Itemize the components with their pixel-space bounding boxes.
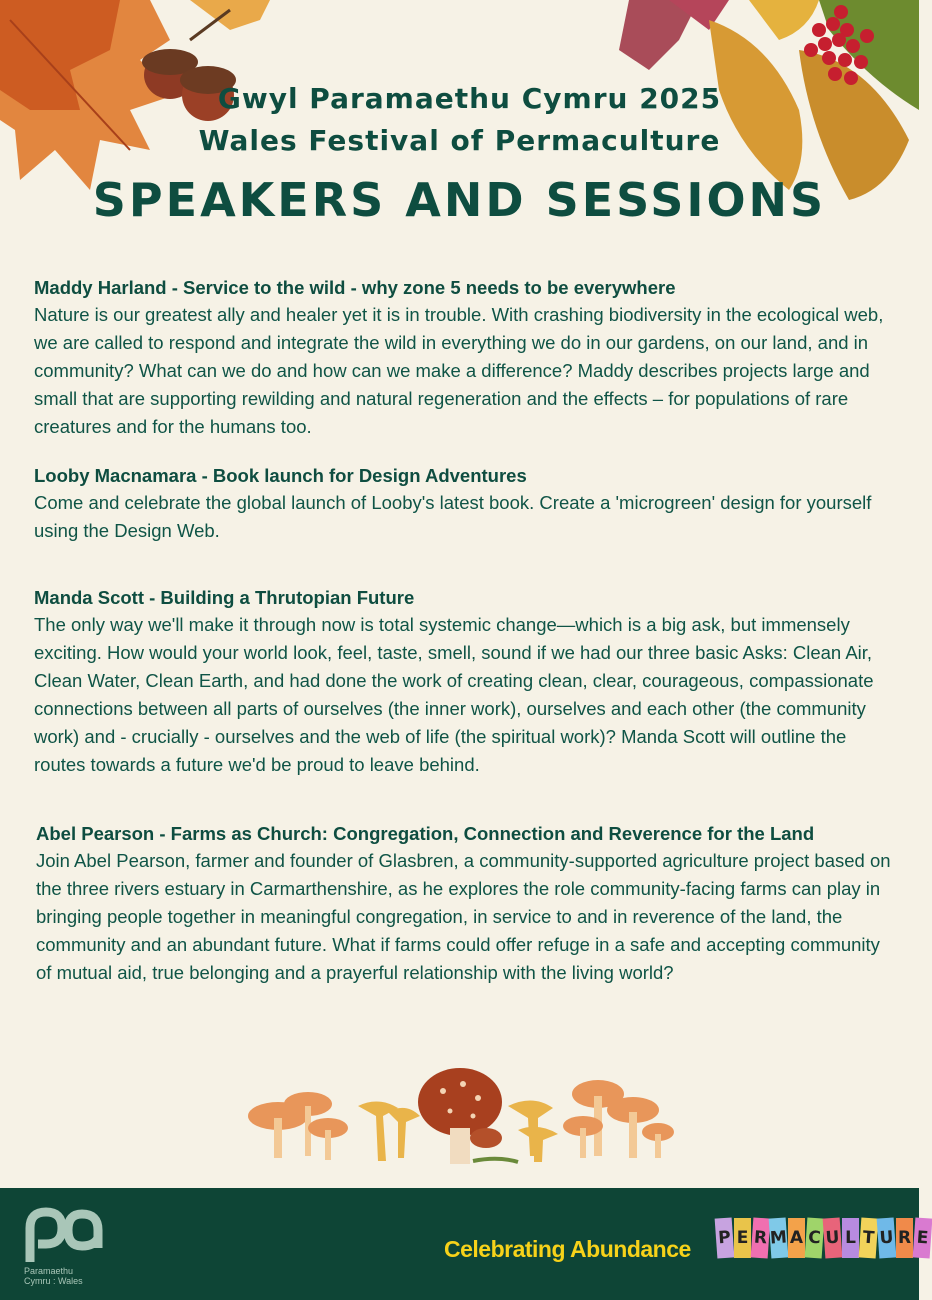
logo-line-2: Cymru : Wales	[24, 1276, 83, 1286]
session-item	[34, 275, 894, 441]
footer	[0, 1188, 929, 1300]
logo-line-1: Paramaethu	[24, 1266, 74, 1276]
session-title: Manda Scott - Building a Thrutopian Future	[34, 587, 415, 608]
tagline: Celebrating Abundance	[444, 1236, 691, 1262]
permaculture-letter: C	[805, 1217, 825, 1258]
session-item	[34, 585, 894, 779]
permaculture-letter: E	[734, 1218, 751, 1258]
session-title: Maddy Harland - Service to the wild - why zone 5 needs to be everywhere	[34, 277, 676, 298]
permaculture-letter: T	[859, 1217, 879, 1258]
logo-text	[24, 1266, 83, 1286]
permaculture-letter: R	[751, 1217, 771, 1258]
permaculture-letter: U	[823, 1217, 843, 1258]
pa-logo-icon	[24, 1208, 104, 1264]
permaculture-letter: U	[877, 1217, 897, 1258]
page-title: SPEAKERS AND SESSIONS	[92, 173, 827, 227]
permaculture-letter: E	[913, 1217, 932, 1258]
session-description: Come and celebrate the global launch of Looby's latest book. Create a 'microgreen' design for yourself using the Design Web.	[34, 492, 872, 541]
session-item	[34, 463, 894, 545]
session-title: Looby Macnamara - Book launch for Design Adventures	[34, 465, 527, 486]
permaculture-letter: P	[715, 1217, 735, 1258]
permaculture-letter: A	[788, 1218, 805, 1258]
session-description: Join Abel Pearson, farmer and founder of Glasbren, a community-supported agriculture project based on the three rivers estuary in Carmarthenshire, as he explores the role community-facing farms can play in bringing people together in meaningful congregation, in service to and in reverence of the land, the community and an abundant future. What if farms could offer refuge in a safe and accepting community of mutual aid, true belonging and a prayerful relationship with the living world?	[36, 850, 891, 983]
session-item	[36, 821, 894, 987]
paramaethu-logo	[24, 1208, 114, 1288]
permaculture-letter: R	[896, 1218, 913, 1258]
session-description: Nature is our greatest ally and healer yet it is in trouble. With crashing biodiversity in the ecological web, we are called to respond and integrate the wild in everything we do in our gardens, on our land, and in community? What can we do and how can we make a difference? Maddy describes projects large and small that are supporting rewilding and natural regeneration and the effects – for populations of rare creatures and for the humans too.	[34, 304, 884, 437]
festival-title-welsh: Gwyl Paramaethu Cymru 2025	[217, 82, 722, 115]
permaculture-collage-word	[716, 1218, 932, 1258]
permaculture-letter: M	[769, 1217, 789, 1258]
session-description: The only way we'll make it through now is total systemic change—which is a big ask, but immensely exciting. How would your world look, feel, taste, smell, sound if we had our three basic Asks: Clean Air, Clean Water, Clean Earth, and had done the work of creating clean, clear, courageous, compassionate connections between all parts of ourselves (the inner work), ourselves and each other (the community work) and - crucially - ourselves and the web of life (the spiritual work)? Manda Scott will outline the routes towards a future we'd be proud to leave behind.	[34, 614, 874, 775]
permaculture-letter: L	[842, 1218, 859, 1258]
header	[0, 78, 919, 228]
sessions-list	[34, 275, 894, 1009]
session-title: Abel Pearson - Farms as Church: Congregation, Connection and Reverence for the Land	[36, 823, 815, 844]
mushrooms-illustration	[238, 1066, 678, 1170]
festival-title-english: Wales Festival of Permaculture	[198, 124, 721, 157]
